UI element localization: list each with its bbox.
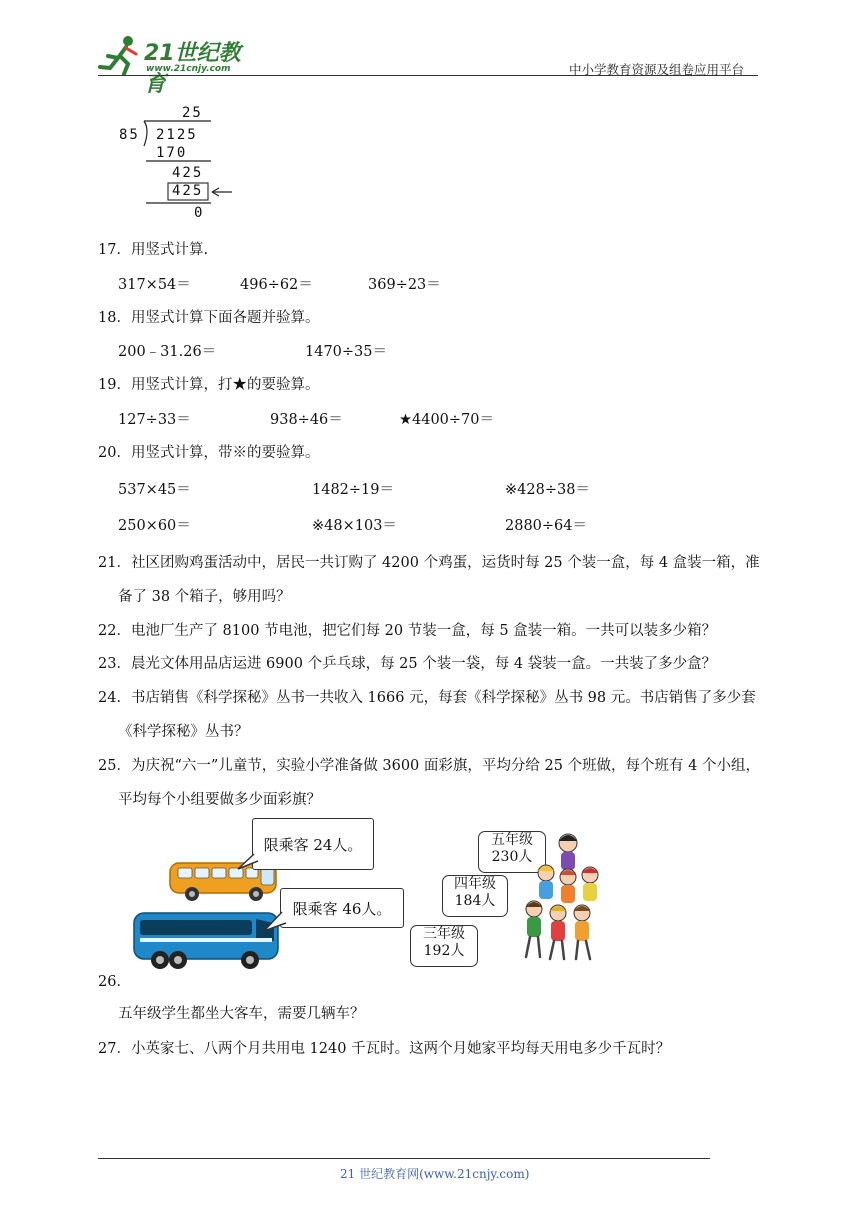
q20-row2-item-2: ※48×103＝ [312,518,397,534]
division-dividend: 2125 [156,127,198,143]
q19-item-1: 127÷33＝ [118,412,191,428]
logo-url-text: www.21cnjy.com [146,64,231,74]
q20-row2-item-1: 250×60＝ [118,518,191,534]
footer-rule [98,1158,710,1159]
logo [96,34,256,97]
q23-line-1: 23．晨光文体用品店运进 6900 个乒乓球，每 25 个装一袋，每 4 袋装一盒。一共装了多少盒？ [98,656,717,672]
division-step1: 170 [156,145,188,161]
q19-item-3: ★4400÷70＝ [399,412,495,428]
q18-title: 18．用竖式计算下面各题并验算。 [98,310,320,326]
children-group-icon [506,829,616,971]
q20-row2-item-3: 2880÷64＝ [505,518,588,534]
runner-logo-icon [96,34,146,76]
q25-line-1: 25．为庆祝“六一”儿童节，实验小学准备做 3600 面彩旗，平均分给 25 个班做，每个班有 4 个小组， [98,758,761,774]
small-bus-capacity-bubble [252,818,374,870]
large-bus-capacity-text: 限乘客 46人。 [292,899,392,918]
long-division-lines [116,104,256,224]
grade-three-count: 192人 [423,943,465,959]
q21-line-1: 21．社区团购鸡蛋活动中，居民一共订购了 4200 个鸡蛋，运货时每 25 个装一盒，每 4 盒装一箱，准 [98,555,760,571]
grade-three-name: 三年级 [423,926,465,942]
q20-row1-item-1: 537×45＝ [118,482,191,498]
q26-number: 26． [98,974,131,990]
q18-item-1: 200﹣31.26＝ [118,344,217,360]
q24-line-1: 24．书店销售《科学探秘》丛书一共收入 1666 元，每套《科学探秘》丛书 98 元。书店销售了多少套 [98,690,756,706]
q25-line-2: 平均每个小组要做多少面彩旗？ [118,792,321,808]
platform-title: 中小学教育资源及组卷应用平台 [569,62,745,77]
footer-text: 21 世纪教育网(www.21cnjy.com) [340,1167,530,1181]
large-bus-capacity-bubble [280,888,404,928]
long-division [116,104,256,224]
bubble-tail-icon [262,911,288,933]
q20-row1-item-3: ※428÷38＝ [505,482,590,498]
q27-line-1: 27．小英家七、八两个月共用电 1240 千瓦时。这两个月她家平均每天用电多少千瓦时？ [98,1041,671,1057]
q26-illustration [128,815,628,975]
division-step2: 425 [172,165,204,181]
q17-title: 17．用竖式计算. [98,242,209,258]
q19-title: 19．用竖式计算，打★的要验算。 [98,377,320,393]
q26-question: 五年级学生都坐大客车，需要几辆车？ [118,1006,365,1022]
grade-three-box [410,925,478,967]
grade-four-box [442,875,508,917]
grade-four-count: 184人 [454,893,496,909]
header-rule [98,75,758,76]
q21-line-2: 备了 38 个箱子，够用吗？ [118,589,291,605]
grade-four-name: 四年级 [454,876,496,892]
division-quotient: 25 [182,105,203,121]
logo-main-text: 21世纪教育 [144,41,241,97]
grade-five-count: 230人 [491,849,533,865]
q17-item-3: 369÷23＝ [368,277,441,293]
q22-line-1: 22．电池厂生产了 8100 节电池，把它们每 20 节装一盒，每 5 盒装一箱。一共可以装多少箱？ [98,623,717,639]
bubble-tail-icon [236,853,260,871]
q19-item-2: 938÷46＝ [270,412,343,428]
grade-five-name: 五年级 [491,832,533,848]
q20-row1-item-2: 1482÷19＝ [312,482,395,498]
q18-item-2: 1470÷35＝ [305,344,388,360]
small-bus-capacity-text: 限乘客 24人。 [263,835,363,854]
q24-line-2: 《科学探秘》丛书？ [118,724,249,740]
blue-bus-icon [132,907,282,973]
q20-title: 20．用竖式计算，带※的要验算。 [98,445,320,461]
division-remainder: 0 [194,205,205,221]
division-step3: 425 [172,183,204,199]
q17-item-1: 317×54＝ [118,277,191,293]
q17-item-2: 496÷62＝ [240,277,313,293]
division-divisor: 85 [119,127,140,143]
